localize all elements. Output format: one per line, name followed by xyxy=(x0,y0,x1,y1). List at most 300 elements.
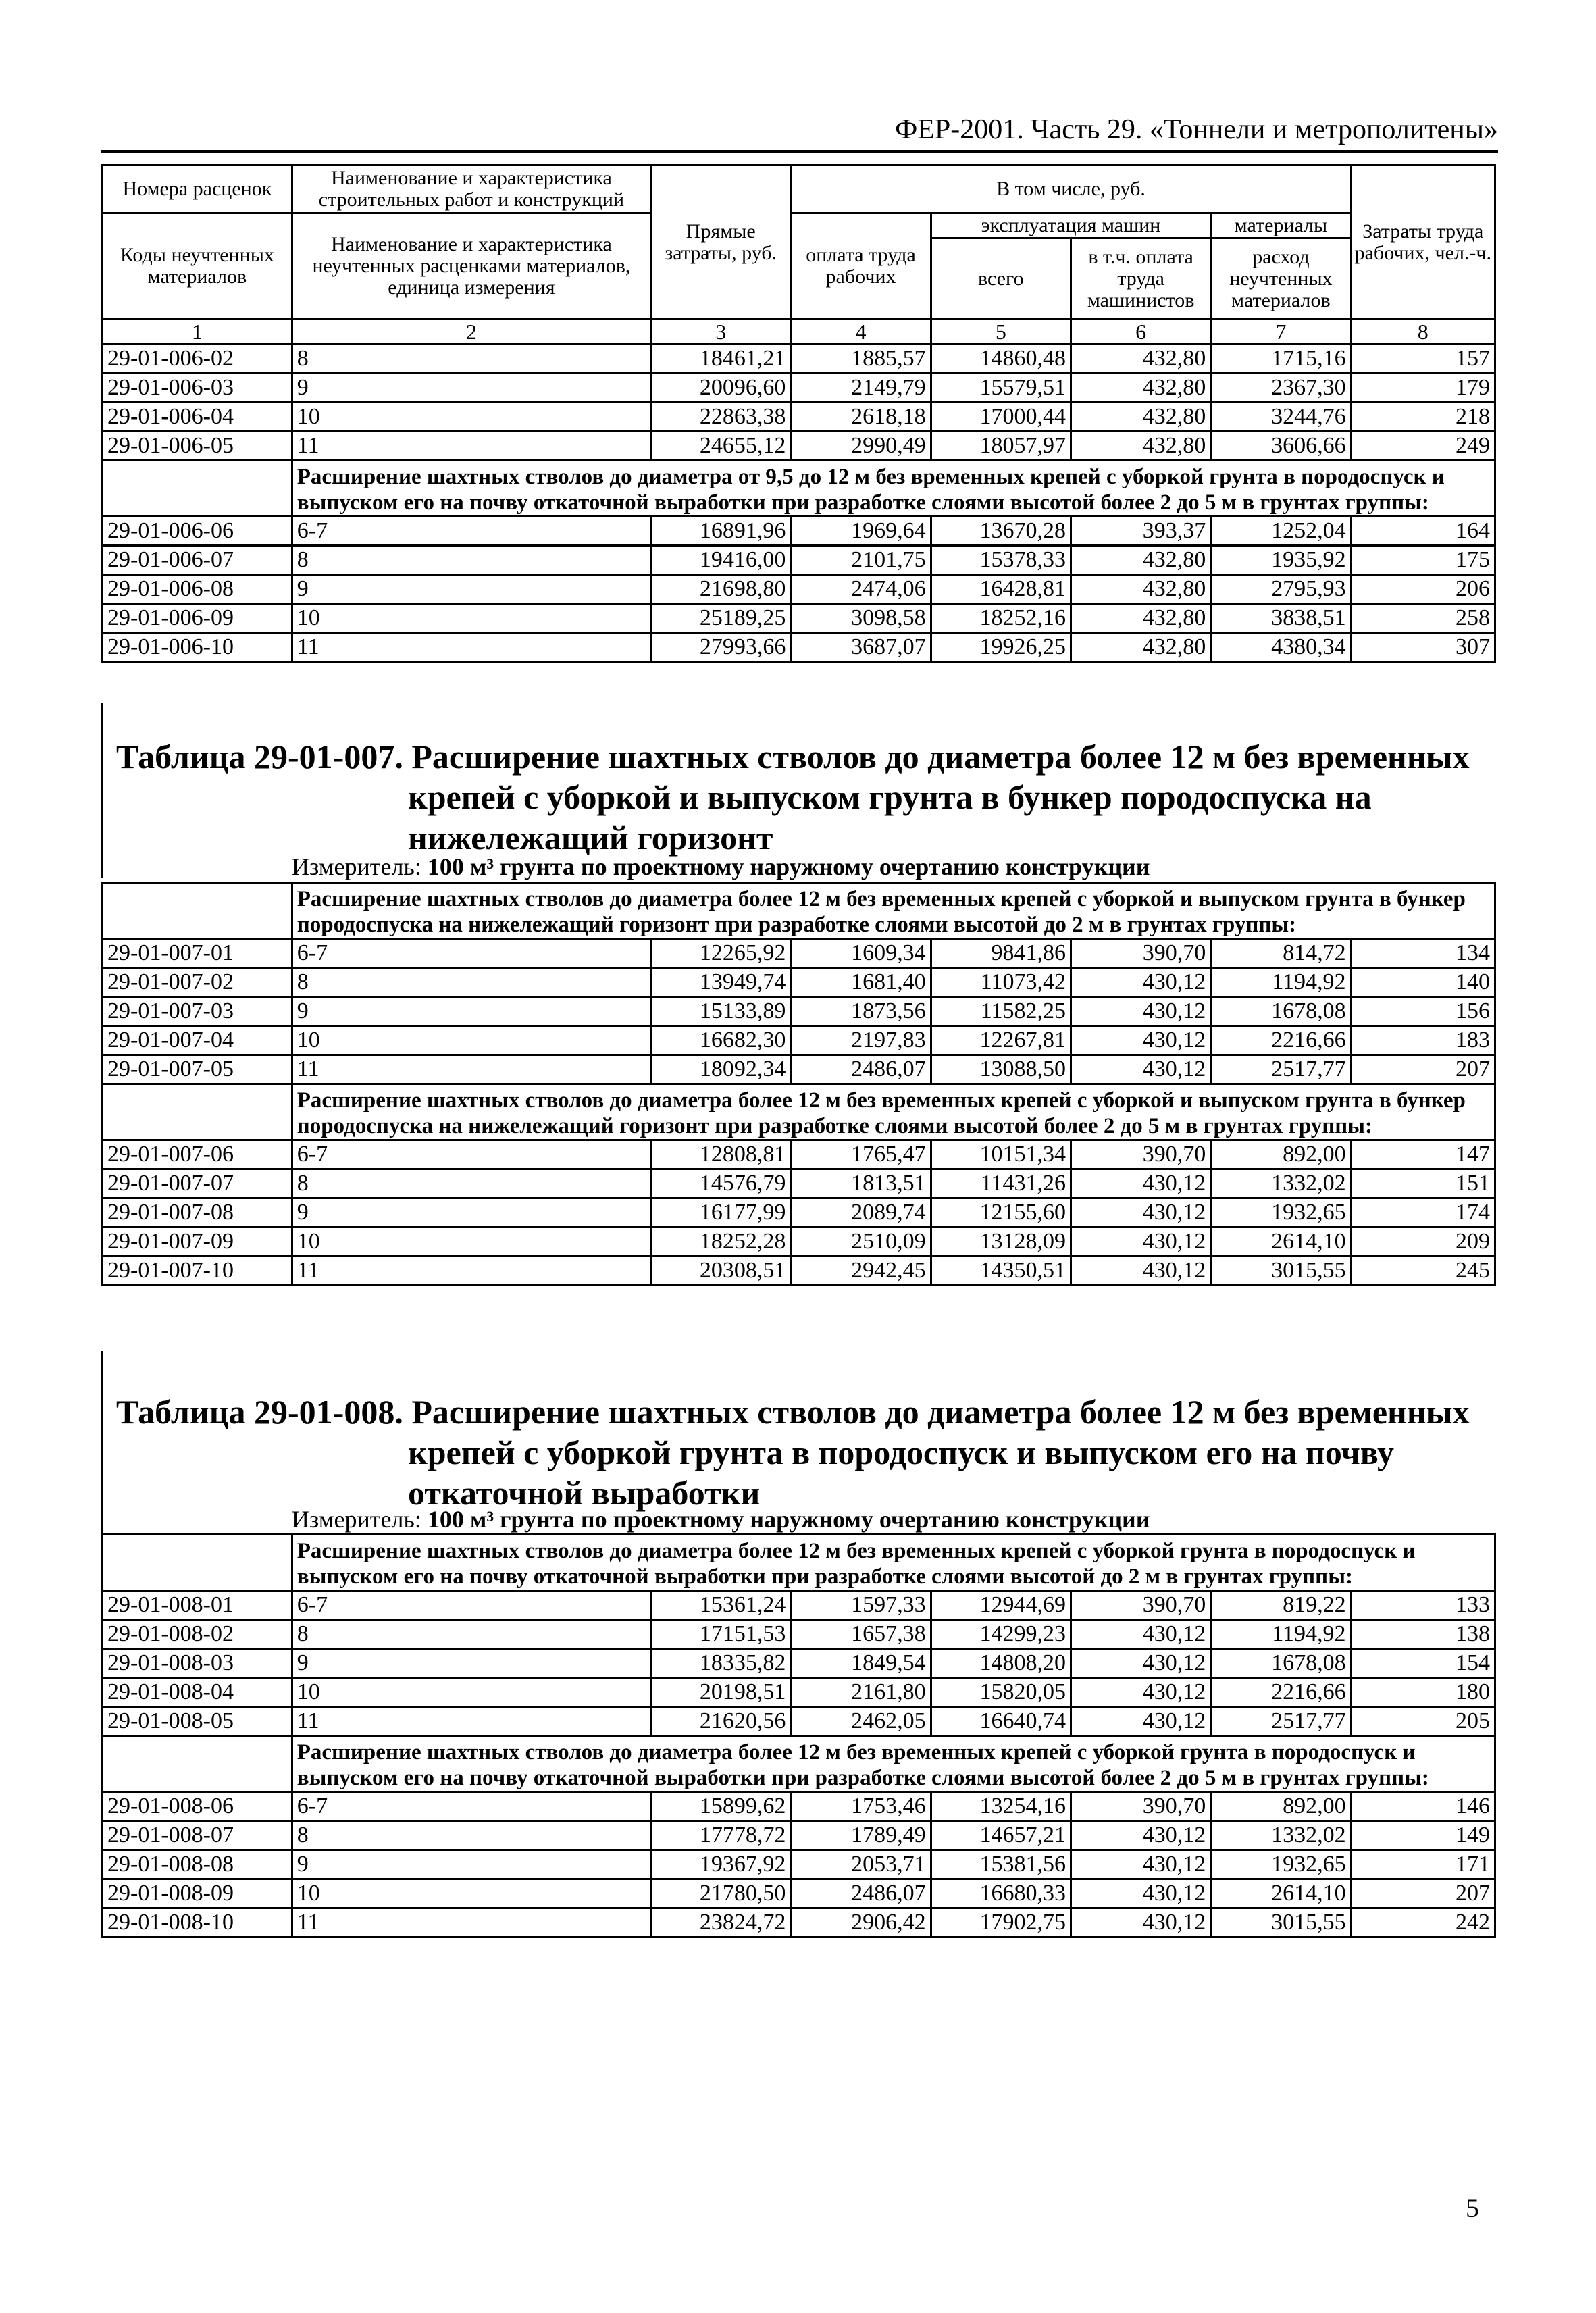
head-index: 4 xyxy=(791,320,931,345)
materials-cost: 814,72 xyxy=(1211,939,1351,968)
labor-pay: 2486,07 xyxy=(791,1879,931,1908)
table-007-measure xyxy=(292,853,1150,881)
table-row xyxy=(103,1055,1495,1084)
work-param: 8 xyxy=(292,546,650,575)
section-heading: Расширение шахтных стволов до диаметра более 12 м без временных крепей с уборкой грунта в породоспуск и выпуском его на почву откаточной выработки при разработке слоями высотой до 2 м в грунтах группы: xyxy=(292,1535,1495,1591)
direct-costs: 22863,38 xyxy=(651,403,791,432)
materials-cost: 2517,77 xyxy=(1211,1055,1351,1084)
labor-pay: 1789,49 xyxy=(791,1821,931,1850)
work-param: 6-7 xyxy=(292,1140,650,1169)
rows-008-a xyxy=(103,1591,1495,1736)
machines-total: 18057,97 xyxy=(931,432,1071,461)
section-spacer xyxy=(103,1535,292,1591)
head-index: 8 xyxy=(1351,320,1495,345)
direct-costs: 17151,53 xyxy=(651,1620,791,1649)
labor-hours: 164 xyxy=(1351,517,1495,546)
rows-007-a xyxy=(103,939,1495,1084)
machines-total: 17000,44 xyxy=(931,403,1071,432)
work-param: 10 xyxy=(292,1227,650,1256)
rate-code: 29-01-007-06 xyxy=(103,1140,292,1169)
labor-pay: 1969,64 xyxy=(791,517,931,546)
machines-total: 15820,05 xyxy=(931,1678,1071,1707)
table-row xyxy=(103,633,1495,662)
machinist-pay: 432,80 xyxy=(1071,345,1210,374)
direct-costs: 12808,81 xyxy=(651,1140,791,1169)
labor-pay: 2990,49 xyxy=(791,432,931,461)
table-row xyxy=(103,1026,1495,1055)
table-row xyxy=(103,517,1495,546)
table-row xyxy=(103,403,1495,432)
machinist-pay: 430,12 xyxy=(1071,1620,1210,1649)
rate-code: 29-01-006-06 xyxy=(103,517,292,546)
rate-code: 29-01-007-01 xyxy=(103,939,292,968)
table-row xyxy=(103,1792,1495,1821)
machines-total: 11431,26 xyxy=(931,1169,1071,1198)
rate-code: 29-01-006-09 xyxy=(103,604,292,633)
head-machines-pay: в т.ч. оплата труда машинистов xyxy=(1071,238,1210,320)
rate-code: 29-01-008-06 xyxy=(103,1792,292,1821)
labor-pay: 2089,74 xyxy=(791,1198,931,1227)
head-index: 6 xyxy=(1071,320,1210,345)
machines-total: 17902,75 xyxy=(931,1908,1071,1937)
materials-cost: 1332,02 xyxy=(1211,1821,1351,1850)
rows-006-a xyxy=(103,345,1495,461)
measure-text: 100 м³ грунта по проектному наружному очертанию конструкции xyxy=(427,1506,1150,1533)
direct-costs: 25189,25 xyxy=(651,604,791,633)
labor-pay: 1765,47 xyxy=(791,1140,931,1169)
machinist-pay: 430,12 xyxy=(1071,1256,1210,1286)
work-param: 11 xyxy=(292,432,650,461)
rate-code: 29-01-008-05 xyxy=(103,1707,292,1736)
table-008-title-lead: Таблица 29-01-008. xyxy=(116,1393,403,1431)
labor-pay: 2462,05 xyxy=(791,1707,931,1736)
labor-pay: 2053,71 xyxy=(791,1850,931,1879)
materials-cost: 3015,55 xyxy=(1211,1256,1351,1286)
machines-total: 15579,51 xyxy=(931,374,1071,403)
direct-costs: 21780,50 xyxy=(651,1879,791,1908)
table-row xyxy=(103,997,1495,1026)
direct-costs: 21698,80 xyxy=(651,575,791,604)
table-row xyxy=(103,968,1495,997)
labor-pay: 2149,79 xyxy=(791,374,931,403)
machinist-pay: 430,12 xyxy=(1071,1227,1210,1256)
table-008-title-line3: откаточной выработки xyxy=(408,1474,761,1512)
labor-hours: 249 xyxy=(1351,432,1495,461)
labor-hours: 154 xyxy=(1351,1649,1495,1678)
machines-total: 15378,33 xyxy=(931,546,1071,575)
machinist-pay: 390,70 xyxy=(1071,1792,1210,1821)
work-param: 8 xyxy=(292,1169,650,1198)
work-param: 11 xyxy=(292,1707,650,1736)
materials-cost: 1932,65 xyxy=(1211,1198,1351,1227)
machinist-pay: 432,80 xyxy=(1071,604,1210,633)
head-index: 1 xyxy=(103,320,292,345)
machinist-pay: 390,70 xyxy=(1071,1591,1210,1620)
labor-hours: 183 xyxy=(1351,1026,1495,1055)
work-param: 9 xyxy=(292,997,650,1026)
table-row xyxy=(103,345,1495,374)
labor-pay: 2618,18 xyxy=(791,403,931,432)
labor-hours: 133 xyxy=(1351,1591,1495,1620)
work-param: 8 xyxy=(292,1620,650,1649)
rate-code: 29-01-008-08 xyxy=(103,1850,292,1879)
table-row xyxy=(103,1678,1495,1707)
labor-pay: 2101,75 xyxy=(791,546,931,575)
materials-cost: 819,22 xyxy=(1211,1591,1351,1620)
labor-hours: 171 xyxy=(1351,1850,1495,1879)
section-spacer xyxy=(103,1736,292,1792)
head-index: 5 xyxy=(931,320,1071,345)
head-direct-costs: Прямые затраты, руб. xyxy=(651,166,791,320)
machinist-pay: 432,80 xyxy=(1071,403,1210,432)
rows-006-b xyxy=(103,517,1495,662)
section-heading: Расширение шахтных стволов до диаметра более 12 м без временных крепей с уборкой и выпуском грунта в бункер породоспуска на нижележащий горизонт при разработке слоями высотой до 2 м в грунтах группы: xyxy=(292,883,1495,939)
labor-pay: 3098,58 xyxy=(791,604,931,633)
labor-pay: 1873,56 xyxy=(791,997,931,1026)
machinist-pay: 430,12 xyxy=(1071,1055,1210,1084)
rate-code: 29-01-006-04 xyxy=(103,403,292,432)
machinist-pay: 430,12 xyxy=(1071,1821,1210,1850)
direct-costs: 13949,74 xyxy=(651,968,791,997)
head-machines-total: всего xyxy=(931,238,1071,320)
section-heading: Расширение шахтных стволов до диаметра более 12 м без временных крепей с уборкой грунта в породоспуск и выпуском его на почву откаточной выработки при разработке слоями высотой более 2 до 5 м в грунтах группы: xyxy=(292,1736,1495,1792)
machinist-pay: 430,12 xyxy=(1071,1026,1210,1055)
rate-code: 29-01-007-08 xyxy=(103,1198,292,1227)
materials-cost: 3838,51 xyxy=(1211,604,1351,633)
direct-costs: 17778,72 xyxy=(651,1821,791,1850)
labor-hours: 206 xyxy=(1351,575,1495,604)
measure-text: 100 м³ грунта по проектному наружному очертанию конструкции xyxy=(427,853,1150,880)
direct-costs: 24655,12 xyxy=(651,432,791,461)
labor-hours: 175 xyxy=(1351,546,1495,575)
table-row xyxy=(103,1256,1495,1286)
labor-pay: 1885,57 xyxy=(791,345,931,374)
labor-hours: 174 xyxy=(1351,1198,1495,1227)
rate-code: 29-01-006-07 xyxy=(103,546,292,575)
table-007-title-line3: нижележащий горизонт xyxy=(408,819,773,857)
table-row xyxy=(103,374,1495,403)
work-param: 6-7 xyxy=(292,939,650,968)
work-param: 9 xyxy=(292,374,650,403)
materials-cost: 2216,66 xyxy=(1211,1678,1351,1707)
section-heading: Расширение шахтных стволов до диаметра более 12 м без временных крепей с уборкой и выпуском грунта в бункер породоспуска на нижележащий горизонт при разработке слоями высотой более 2 до 5 м в грунтах группы: xyxy=(292,1084,1495,1140)
labor-hours: 134 xyxy=(1351,939,1495,968)
work-param: 11 xyxy=(292,1908,650,1937)
machines-total: 11073,42 xyxy=(931,968,1071,997)
machinist-pay: 430,12 xyxy=(1071,1879,1210,1908)
labor-hours: 151 xyxy=(1351,1169,1495,1198)
machines-total: 19926,25 xyxy=(931,633,1071,662)
table-row xyxy=(103,1591,1495,1620)
direct-costs: 23824,72 xyxy=(651,1908,791,1937)
rate-code: 29-01-006-10 xyxy=(103,633,292,662)
work-param: 8 xyxy=(292,1821,650,1850)
materials-cost: 2795,93 xyxy=(1211,575,1351,604)
labor-pay: 1753,46 xyxy=(791,1792,931,1821)
direct-costs: 15899,62 xyxy=(651,1792,791,1821)
rows-007-b xyxy=(103,1140,1495,1286)
head-col1-top: Номера расценок xyxy=(103,166,292,213)
labor-pay: 2161,80 xyxy=(791,1678,931,1707)
machines-total: 16428,81 xyxy=(931,575,1071,604)
labor-hours: 180 xyxy=(1351,1678,1495,1707)
work-param: 9 xyxy=(292,1850,650,1879)
rate-code: 29-01-007-05 xyxy=(103,1055,292,1084)
measure-label: Измеритель: xyxy=(292,1506,428,1533)
direct-costs: 18252,28 xyxy=(651,1227,791,1256)
section-spacer xyxy=(103,461,292,517)
head-labor-cost: Затраты труда рабочих, чел.-ч. xyxy=(1351,166,1495,320)
table-007-title xyxy=(116,736,1501,858)
work-param: 6-7 xyxy=(292,517,650,546)
machinist-pay: 432,80 xyxy=(1071,374,1210,403)
rows-008-b xyxy=(103,1792,1495,1937)
materials-cost: 3606,66 xyxy=(1211,432,1351,461)
materials-cost: 1194,92 xyxy=(1211,968,1351,997)
head-col2-bottom: Наименование и характеристика неучтенных расценками материалов, единица измерения xyxy=(292,213,650,320)
materials-cost: 3244,76 xyxy=(1211,403,1351,432)
materials-cost: 892,00 xyxy=(1211,1140,1351,1169)
labor-pay: 1813,51 xyxy=(791,1169,931,1198)
machines-total: 13088,50 xyxy=(931,1055,1071,1084)
rate-code: 29-01-007-09 xyxy=(103,1227,292,1256)
machinist-pay: 390,70 xyxy=(1071,1140,1210,1169)
labor-hours: 205 xyxy=(1351,1707,1495,1736)
table-008-measure xyxy=(292,1505,1150,1533)
labor-hours: 138 xyxy=(1351,1620,1495,1649)
rate-code: 29-01-007-02 xyxy=(103,968,292,997)
work-param: 10 xyxy=(292,1026,650,1055)
direct-costs: 18092,34 xyxy=(651,1055,791,1084)
direct-costs: 16177,99 xyxy=(651,1198,791,1227)
head-index: 3 xyxy=(651,320,791,345)
rates-table-006 xyxy=(101,164,1496,663)
direct-costs: 14576,79 xyxy=(651,1169,791,1198)
direct-costs: 21620,56 xyxy=(651,1707,791,1736)
rate-code: 29-01-008-10 xyxy=(103,1908,292,1937)
machines-total: 14350,51 xyxy=(931,1256,1071,1286)
materials-cost: 3015,55 xyxy=(1211,1908,1351,1937)
labor-hours: 209 xyxy=(1351,1227,1495,1256)
direct-costs: 27993,66 xyxy=(651,633,791,662)
direct-costs: 12265,92 xyxy=(651,939,791,968)
materials-cost: 1678,08 xyxy=(1211,1649,1351,1678)
direct-costs: 20308,51 xyxy=(651,1256,791,1286)
machinist-pay: 430,12 xyxy=(1071,1198,1210,1227)
table-row xyxy=(103,1707,1495,1736)
work-param: 9 xyxy=(292,1649,650,1678)
direct-costs: 16891,96 xyxy=(651,517,791,546)
machines-total: 12155,60 xyxy=(931,1198,1071,1227)
machinist-pay: 430,12 xyxy=(1071,1649,1210,1678)
labor-pay: 1657,38 xyxy=(791,1620,931,1649)
work-param: 10 xyxy=(292,604,650,633)
rate-code: 29-01-007-07 xyxy=(103,1169,292,1198)
labor-hours: 207 xyxy=(1351,1055,1495,1084)
rate-code: 29-01-008-01 xyxy=(103,1591,292,1620)
machines-total: 14657,21 xyxy=(931,1821,1071,1850)
table-row xyxy=(103,1620,1495,1649)
labor-hours: 258 xyxy=(1351,604,1495,633)
table-row xyxy=(103,1169,1495,1198)
table-row xyxy=(103,604,1495,633)
machines-total: 11582,25 xyxy=(931,997,1071,1026)
materials-cost: 1715,16 xyxy=(1211,345,1351,374)
machinist-pay: 432,80 xyxy=(1071,633,1210,662)
work-param: 10 xyxy=(292,403,650,432)
machines-total: 16680,33 xyxy=(931,1879,1071,1908)
rates-table-007 xyxy=(101,882,1496,1286)
table-row xyxy=(103,1850,1495,1879)
labor-hours: 157 xyxy=(1351,345,1495,374)
labor-pay: 2906,42 xyxy=(791,1908,931,1937)
machines-total: 14299,23 xyxy=(931,1620,1071,1649)
work-param: 11 xyxy=(292,1256,650,1286)
work-param: 6-7 xyxy=(292,1591,650,1620)
rate-code: 29-01-008-02 xyxy=(103,1620,292,1649)
labor-hours: 242 xyxy=(1351,1908,1495,1937)
machines-total: 13254,16 xyxy=(931,1792,1071,1821)
rate-code: 29-01-007-10 xyxy=(103,1256,292,1286)
rates-table-008 xyxy=(101,1533,1496,1938)
rate-code: 29-01-008-04 xyxy=(103,1678,292,1707)
materials-cost: 2216,66 xyxy=(1211,1026,1351,1055)
machines-total: 18252,16 xyxy=(931,604,1071,633)
machines-total: 16640,74 xyxy=(931,1707,1071,1736)
margin-rule xyxy=(101,1351,103,1533)
direct-costs: 19416,00 xyxy=(651,546,791,575)
materials-cost: 1252,04 xyxy=(1211,517,1351,546)
materials-cost: 4380,34 xyxy=(1211,633,1351,662)
labor-pay: 2510,09 xyxy=(791,1227,931,1256)
materials-cost: 1932,65 xyxy=(1211,1850,1351,1879)
work-param: 10 xyxy=(292,1879,650,1908)
work-param: 11 xyxy=(292,1055,650,1084)
table-row xyxy=(103,1140,1495,1169)
head-col2-top: Наименование и характеристика строительных работ и конструкций xyxy=(292,166,650,213)
direct-costs: 15133,89 xyxy=(651,997,791,1026)
section-spacer xyxy=(103,1084,292,1140)
running-title: ФЕР-2001. Часть 29. «Тоннели и метрополитены» xyxy=(101,113,1498,153)
machinist-pay: 430,12 xyxy=(1071,968,1210,997)
machines-total: 9841,86 xyxy=(931,939,1071,968)
table-row xyxy=(103,432,1495,461)
head-index: 2 xyxy=(292,320,650,345)
machinist-pay: 430,12 xyxy=(1071,1707,1210,1736)
labor-pay: 2942,45 xyxy=(791,1256,931,1286)
direct-costs: 18335,82 xyxy=(651,1649,791,1678)
machines-total: 13670,28 xyxy=(931,517,1071,546)
machinist-pay: 432,80 xyxy=(1071,575,1210,604)
table-008-title-line2: крепей с уборкой грунта в породоспуск и выпуском его на почву xyxy=(408,1433,1395,1471)
materials-cost: 2517,77 xyxy=(1211,1707,1351,1736)
work-param: 8 xyxy=(292,968,650,997)
section-heading: Расширение шахтных стволов до диаметра от 9,5 до 12 м без временных крепей с уборкой грунта в породоспуск и выпуском его на почву откаточной выработки при разработке слоями высотой более 2 до 5 м в грунтах группы: xyxy=(292,461,1495,517)
direct-costs: 20096,60 xyxy=(651,374,791,403)
labor-pay: 1849,54 xyxy=(791,1649,931,1678)
machines-total: 10151,34 xyxy=(931,1140,1071,1169)
rate-code: 29-01-006-08 xyxy=(103,575,292,604)
head-col1-bottom: Коды неучтенных материалов xyxy=(103,213,292,320)
labor-hours: 207 xyxy=(1351,1879,1495,1908)
machinist-pay: 430,12 xyxy=(1071,997,1210,1026)
machinist-pay: 393,37 xyxy=(1071,517,1210,546)
direct-costs: 20198,51 xyxy=(651,1678,791,1707)
labor-hours: 140 xyxy=(1351,968,1495,997)
labor-hours: 149 xyxy=(1351,1821,1495,1850)
machinist-pay: 390,70 xyxy=(1071,939,1210,968)
table-row xyxy=(103,575,1495,604)
labor-hours: 147 xyxy=(1351,1140,1495,1169)
table-row xyxy=(103,1227,1495,1256)
table-row xyxy=(103,1908,1495,1937)
rate-code: 29-01-007-03 xyxy=(103,997,292,1026)
work-param: 11 xyxy=(292,633,650,662)
rate-code: 29-01-008-07 xyxy=(103,1821,292,1850)
labor-pay: 1597,33 xyxy=(791,1591,931,1620)
rate-code: 29-01-007-04 xyxy=(103,1026,292,1055)
table-row xyxy=(103,939,1495,968)
machines-total: 13128,09 xyxy=(931,1227,1071,1256)
direct-costs: 16682,30 xyxy=(651,1026,791,1055)
materials-cost: 1678,08 xyxy=(1211,997,1351,1026)
table-row xyxy=(103,1649,1495,1678)
head-labor-pay: оплата труда рабочих xyxy=(791,213,931,320)
head-materials-use: расход неучтенных материалов xyxy=(1211,238,1351,320)
machines-total: 12944,69 xyxy=(931,1591,1071,1620)
table-008-title-line1: Расширение шахтных стволов до диаметра более 12 м без временных xyxy=(403,1393,1470,1431)
materials-cost: 1194,92 xyxy=(1211,1620,1351,1649)
work-param: 10 xyxy=(292,1678,650,1707)
machines-total: 15381,56 xyxy=(931,1850,1071,1879)
labor-hours: 245 xyxy=(1351,1256,1495,1286)
labor-hours: 156 xyxy=(1351,997,1495,1026)
labor-pay: 2486,07 xyxy=(791,1055,931,1084)
margin-rule xyxy=(101,703,103,878)
direct-costs: 18461,21 xyxy=(651,345,791,374)
direct-costs: 19367,92 xyxy=(651,1850,791,1879)
table-row xyxy=(103,1879,1495,1908)
machinist-pay: 432,80 xyxy=(1071,546,1210,575)
materials-cost: 2614,10 xyxy=(1211,1227,1351,1256)
section-spacer xyxy=(103,883,292,939)
head-machines: эксплуатация машин xyxy=(931,213,1211,238)
machinist-pay: 430,12 xyxy=(1071,1850,1210,1879)
work-param: 8 xyxy=(292,345,650,374)
table-007-title-lead: Таблица 29-01-007. xyxy=(116,738,403,776)
labor-hours: 179 xyxy=(1351,374,1495,403)
measure-label: Измеритель: xyxy=(292,853,428,880)
rate-code: 29-01-008-09 xyxy=(103,1879,292,1908)
head-index: 7 xyxy=(1211,320,1351,345)
machinist-pay: 430,12 xyxy=(1071,1678,1210,1707)
table-row xyxy=(103,546,1495,575)
labor-pay: 1681,40 xyxy=(791,968,931,997)
machinist-pay: 430,12 xyxy=(1071,1908,1210,1937)
rate-code: 29-01-006-05 xyxy=(103,432,292,461)
work-param: 9 xyxy=(292,575,650,604)
table-007-title-line1: Расширение шахтных стволов до диаметра более 12 м без временных xyxy=(403,738,1470,776)
table-008-title xyxy=(116,1392,1501,1513)
table-row xyxy=(103,1198,1495,1227)
materials-cost: 892,00 xyxy=(1211,1792,1351,1821)
labor-hours: 218 xyxy=(1351,403,1495,432)
labor-hours: 146 xyxy=(1351,1792,1495,1821)
head-incl: В том числе, руб. xyxy=(791,166,1351,213)
rate-code: 29-01-006-03 xyxy=(103,374,292,403)
head-materials: материалы xyxy=(1211,213,1351,238)
machines-total: 14808,20 xyxy=(931,1649,1071,1678)
